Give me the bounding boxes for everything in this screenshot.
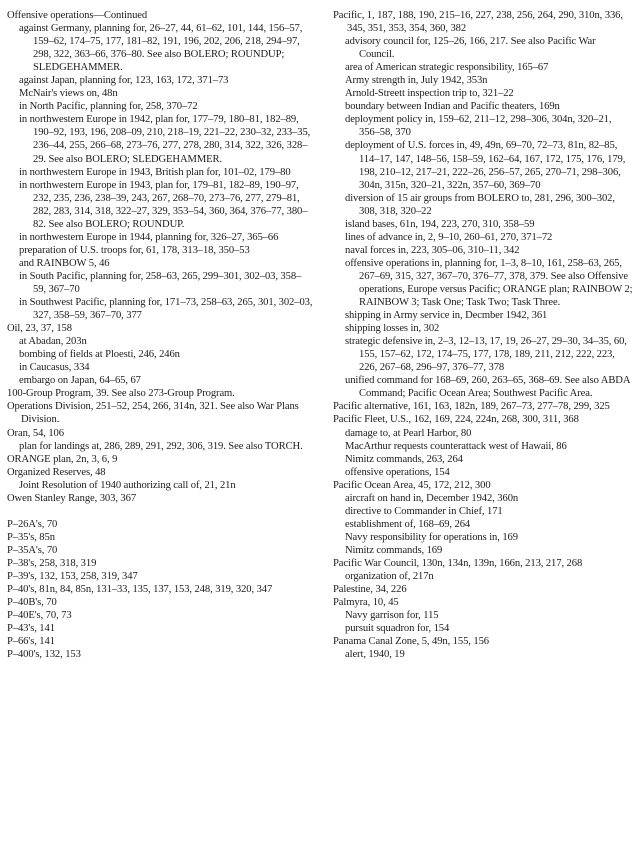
index-subentry: deployment policy in, 159–62, 211–12, 298–306, 304n, 320–21, 356–58, 370: [345, 114, 612, 139]
index-entry: ORANGE plan, 2n, 3, 6, 9: [7, 453, 118, 465]
index-subentry: bombing of fields at Ploesti, 246, 246n: [19, 349, 180, 361]
index-entry: P–400's, 132, 153: [7, 649, 81, 661]
section-gap: [7, 505, 313, 518]
index-subentry: Army strength in, July 1942, 353n: [345, 75, 488, 87]
index-subentry: at Abadan, 203n: [19, 336, 87, 348]
index-subentry: plan for landings at, 286, 289, 291, 292, 306, 319. See also TORCH.: [19, 440, 303, 452]
index-subentry: strategic defensive in, 2–3, 12–13, 17, 19, 26–27, 29–30, 34–35, 60, 155, 157–62, 172, 174–75, 177, 178, 189, 211, 212, 222, 223, 226, 267–68, 296–97, 376–77, 378: [345, 336, 627, 374]
index-subentry: preparation of U.S. troops for, 61, 178, 313–18, 350–53: [19, 244, 250, 256]
index-subentry: Joint Resolution of 1940 authorizing call of, 21, 21n: [19, 479, 236, 491]
index-subentry: Nimitz commands, 263, 264: [345, 453, 463, 465]
index-entry: Oran, 54, 106: [7, 427, 64, 439]
index-entry: Palestine, 34, 226: [333, 584, 407, 596]
index-subentry: offensive operations in, planning for, 1–3, 8–10, 161, 258–63, 265, 267–69, 315, 327, 367–70, 376–77, 378, 379. See also Offensive operations, Europe versus Pacific; ORANGE plan; RAINBOW 2; RAINBOW 3; Task One; Task Two; Task Three.: [345, 257, 633, 309]
index-subentry: in South Pacific, planning for, 258–63, 265, 299–301, 302–03, 358–59, 367–70: [19, 270, 302, 295]
index-entry: Offensive operations—Continued: [7, 10, 148, 21]
index-entry: P–40's, 81n, 84, 85n, 131–33, 135, 137, 153, 248, 319, 320, 347: [7, 584, 273, 596]
index-subentry: in Caucasus, 334: [19, 362, 90, 374]
index-subentry: directive to Commander in Chief, 171: [345, 505, 503, 517]
index-subentry: offensive operations, 154: [345, 466, 450, 478]
index-subentry: and RAINBOW 5, 46: [19, 257, 110, 269]
index-subentry: in northwestern Europe in 1944, planning for, 326–27, 365–66: [19, 231, 279, 243]
index-entry: Pacific, 1, 187, 188, 190, 215–16, 227, 238, 256, 264, 290, 310n, 336, 345, 351, 353, 354, 360, 382: [333, 10, 623, 35]
index-subentry: in northwestern Europe in 1943, British plan for, 101–02, 179–80: [19, 166, 291, 178]
index-subentry: pursuit squadron for, 154: [345, 623, 450, 635]
index-subentry: in Southwest Pacific, planning for, 171–73, 258–63, 265, 301, 302–03, 327, 358–59, 367–70, 377: [19, 297, 313, 322]
index-subentry: diversion of 15 air groups from BOLERO to, 281, 296, 300–302, 308, 318, 320–22: [345, 192, 615, 217]
index-subentry: alert, 1940, 19: [345, 649, 405, 661]
index-entry: Owen Stanley Range, 303, 367: [7, 492, 137, 504]
index-subentry: boundary between Indian and Pacific theaters, 169n: [345, 101, 560, 113]
index-entry: 100-Group Program, 39. See also 273-Group Program.: [7, 388, 235, 400]
index-subentry: area of American strategic responsibility, 165–67: [345, 62, 549, 74]
index-entry: Palmyra, 10, 45: [333, 597, 399, 609]
index-subentry: naval forces in, 223, 305–06, 310–11, 342: [345, 244, 520, 256]
index-entry: P–40E's, 70, 73: [7, 610, 72, 622]
index-entry: Organized Reserves, 48: [7, 466, 106, 478]
index-entry: P–35's, 85n: [7, 531, 55, 543]
index-entry: P–35A's, 70: [7, 544, 58, 556]
index-subentry: embargo on Japan, 64–65, 67: [19, 375, 141, 387]
index-entry: P–26A's, 70: [7, 518, 58, 530]
index-subentry: shipping losses in, 302: [345, 323, 440, 335]
index-subentry: lines of advance in, 2, 9–10, 260–61, 270, 371–72: [345, 231, 553, 243]
index-subentry: establishment of, 168–69, 264: [345, 518, 471, 530]
index-subentry: damage to, at Pearl Harbor, 80: [345, 427, 472, 439]
index-entry: Pacific Fleet, U.S., 162, 169, 224, 224n, 268, 300, 311, 368: [333, 414, 579, 426]
index-subentry: unified command for 168–69, 260, 263–65, 368–69. See also ABDA Command; Pacific Ocean Area; Southwest Pacific Area.: [345, 375, 630, 400]
index-subentry: aircraft on hand in, December 1942, 360n: [345, 492, 519, 504]
index-entry: Oil, 23, 37, 158: [7, 323, 72, 335]
index-entry: Panama Canal Zone, 5, 49n, 155, 156: [333, 636, 489, 648]
index-entry: Operations Division, 251–52, 254, 266, 314n, 321. See also War Plans Division.: [7, 401, 299, 426]
index-entry: P–40B's, 70: [7, 597, 57, 609]
index-column-left: [7, 9, 313, 661]
index-subentry: shipping in Army service in, Decmber 1942, 361: [345, 310, 548, 322]
index-subentry: advisory council for, 125–26, 166, 217. See also Pacific War Council.: [345, 36, 596, 61]
index-subentry: organization of, 217n: [345, 571, 434, 583]
index-entry: Pacific War Council, 130n, 134n, 139n, 166n, 213, 217, 268: [333, 557, 583, 569]
index-subentry: against Germany, planning for, 26–27, 44, 61–62, 101, 144, 156–57, 159–62, 174–75, 177, 181–82, 191, 196, 202, 206, 218, 294–97, 298, 322, 363–66, 376–80. See also BOLERO; ROUNDUP; SLEDGEHAMMER.: [19, 23, 303, 74]
index-subentry: in northwestern Europe in 1942, plan for, 177–79, 180–81, 182–89, 190–92, 193, 196, 208–09, 210, 218–19, 221–22, 230–32, 233–35, 236–44, 255, 266–68, 273–76, 277, 278, 280, 314, 322, 326, 328–29. See also BOLERO; SLEDGEHAMMER.: [19, 114, 311, 165]
index-subentry: in North Pacific, planning for, 258, 370–72: [19, 101, 198, 113]
index-subentry: island bases, 61n, 194, 223, 270, 310, 358–59: [345, 218, 535, 230]
index-entry: P–39's, 132, 153, 258, 319, 347: [7, 570, 138, 582]
index-subentry: Navy responsibility for operations in, 169: [345, 531, 518, 543]
index-entry: Pacific Ocean Area, 45, 172, 212, 300: [333, 479, 491, 491]
index-entry: P–66's, 141: [7, 636, 55, 648]
index-subentry: MacArthur requests counterattack west of Hawaii, 86: [345, 440, 567, 452]
index-subentry: against Japan, planning for, 123, 163, 172, 371–73: [19, 75, 229, 87]
index-subentry: Arnold-Streett inspection trip to, 321–22: [345, 88, 514, 100]
index-entry: Pacific alternative, 161, 163, 182n, 189, 267–73, 277–78, 299, 325: [333, 401, 610, 413]
index-column-right: [333, 9, 633, 661]
index-subentry: deployment of U.S. forces in, 49, 49n, 69–70, 72–73, 81n, 82–85, 114–17, 147, 148–56, 158–59, 162–64, 167, 172, 175, 176, 179, 198, 210–12, 217–21, 222–26, 256–57, 265, 270–71, 298–306, 304n, 315n, 320–21, 322n, 357–60, 369–70: [345, 140, 626, 191]
index-subentry: Navy garrison for, 115: [345, 610, 439, 622]
index-entry: P–38's, 258, 318, 319: [7, 557, 97, 569]
index-subentry: in northwestern Europe in 1943, plan for, 179–81, 182–89, 190–97, 232, 235, 236, 238–39, 243, 267, 268–70, 273–76, 277, 279–81, 282, 283, 314, 318, 322–27, 329, 353–54, 360, 364, 376–77, 380–82. See also BOLERO; ROUNDUP.: [19, 179, 308, 230]
index-subentry: Nimitz commands, 169: [345, 544, 443, 556]
index-subentry: McNair's views on, 48n: [19, 88, 118, 100]
index-entry: P–43's, 141: [7, 623, 55, 635]
